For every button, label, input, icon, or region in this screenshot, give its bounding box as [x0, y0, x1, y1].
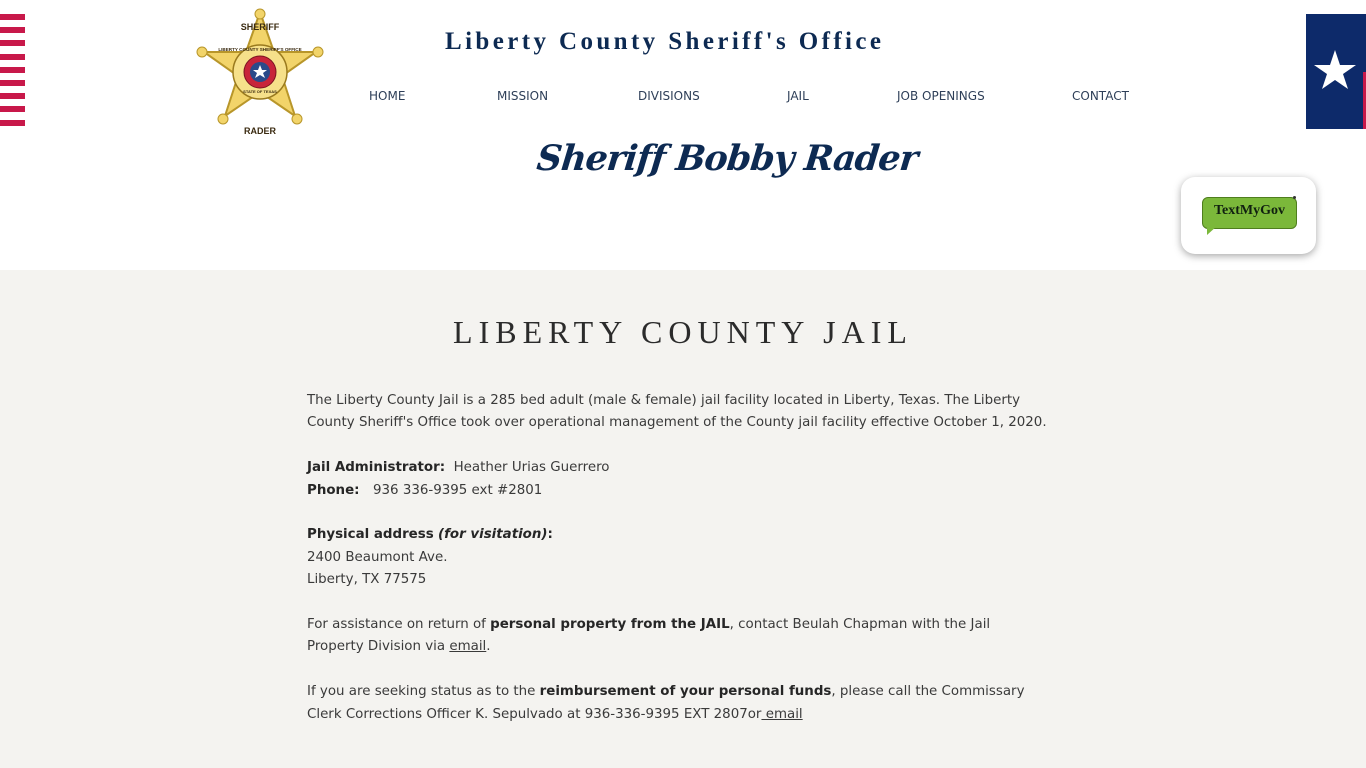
phone-label: Phone: — [307, 482, 360, 498]
intro-paragraph: The Liberty County Jail is a 285 bed adult (male & female) jail facility located in Liberty, Texas. The Liberty County Sheriff's Office took over operational management of the County jail facility effective October 1, 2020. — [307, 393, 1047, 431]
nav-jail[interactable]: JAIL — [787, 89, 809, 103]
address-line2: Liberty, TX 77575 — [307, 572, 427, 588]
admin-label: Jail Administrator: — [307, 460, 446, 476]
phone-line — [307, 480, 1047, 502]
property-text-start: For assistance on return of — [307, 617, 491, 633]
textmygov-speech-bubble-icon — [1202, 197, 1297, 229]
sheriff-signature: Sheriff Bobby Rader — [534, 138, 920, 179]
property-email-link[interactable]: email — [449, 639, 487, 655]
site-title: Liberty County Sheriff's Office — [445, 28, 885, 55]
funds-text-mid: , please call the Commissary Clerk Corrections Officer K. Sepulvado at 936-336-9395 EXT 2807or — [307, 684, 1025, 722]
badge-top-text: SHERIFF — [240, 22, 280, 32]
nav-job-openings[interactable]: JOB OPENINGS — [897, 89, 985, 103]
site-header — [0, 0, 1366, 270]
funds-bold: reimbursement of your personal funds — [539, 684, 832, 700]
property-bold: personal property from the JAIL — [490, 617, 730, 633]
jail-info — [307, 390, 1047, 726]
textmygov-label: TextMyGov — [1213, 203, 1286, 218]
sheriff-badge-logo[interactable] — [192, 4, 328, 138]
funds-email-link[interactable]: email — [761, 706, 803, 722]
funds-paragraph — [307, 681, 1047, 726]
texas-flag-graphic — [1306, 14, 1366, 129]
property-text-mid: , contact Beulah Chapman with the Jail Property Division via — [307, 617, 991, 655]
main-nav — [0, 89, 1366, 109]
textmygov-widget[interactable] — [1181, 177, 1316, 254]
address-heading — [307, 524, 1047, 546]
address-colon: : — [547, 527, 553, 543]
badge-bottom-text: RADER — [243, 126, 277, 136]
phone-value[interactable]: 936 336-9395 ext #2801 — [373, 482, 543, 498]
address-note: (for visitation) — [437, 527, 548, 543]
address-label: Physical address — [307, 527, 434, 543]
badge-ring-text: LIBERTY COUNTY SHERIFF'S OFFICE — [218, 47, 302, 52]
nav-contact[interactable]: CONTACT — [1072, 89, 1129, 103]
us-flag-stripes — [0, 14, 25, 130]
nav-mission[interactable]: MISSION — [497, 89, 549, 103]
nav-divisions[interactable]: DIVISIONS — [638, 89, 700, 103]
funds-text-start: If you are seeking status as to the — [307, 684, 540, 700]
main-content — [0, 270, 1366, 768]
property-text-end: . — [486, 639, 491, 655]
admin-name: Heather Urias Guerrero — [453, 460, 610, 476]
nav-home[interactable]: HOME — [369, 89, 406, 103]
page-title: LIBERTY COUNTY JAIL — [453, 314, 913, 350]
property-paragraph — [307, 614, 1047, 659]
administrator-line — [307, 457, 1047, 479]
badge-center-text: STATE OF TEXAS — [243, 89, 277, 94]
address-line1: 2400 Beaumont Ave. — [307, 549, 448, 565]
